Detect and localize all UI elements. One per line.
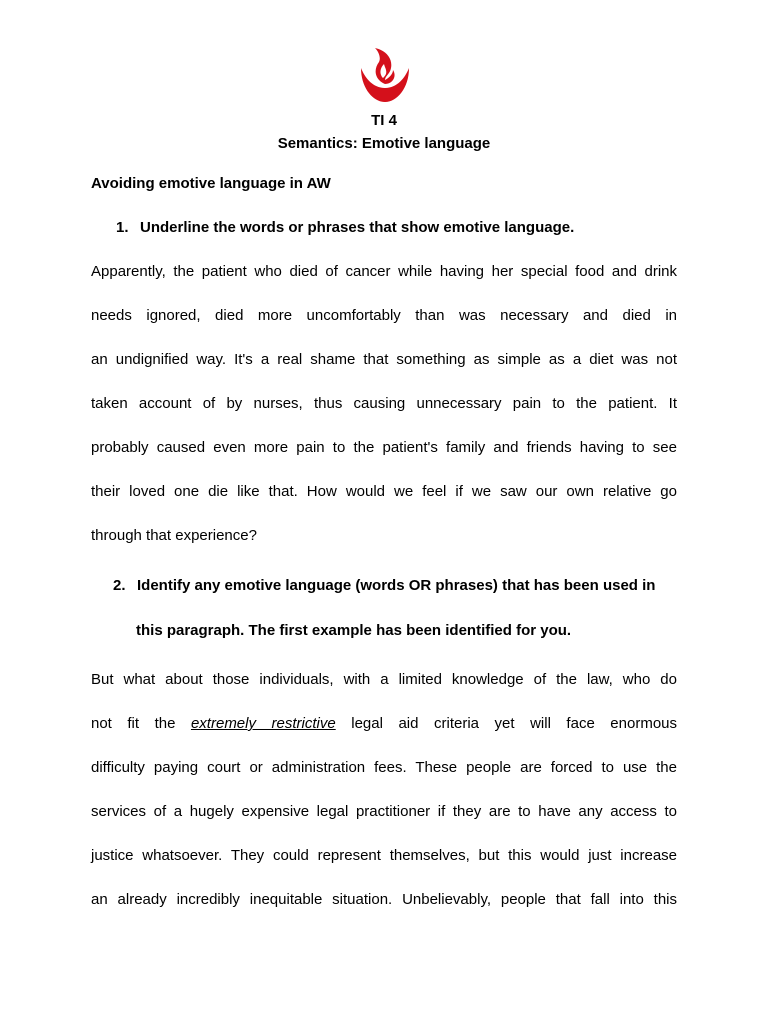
paragraph-2-line: But what about those individuals, with a limited knowledge of the law, who do <box>91 671 677 688</box>
task-1-number: 1. <box>116 219 129 236</box>
paragraph-1-line: their loved one die like that. How would we feel if we saw our own relative go <box>91 483 677 500</box>
paragraph-2-line: justice whatsoever. They could represent themselves, but this would just increase <box>91 847 677 864</box>
task-1-instruction <box>116 219 574 236</box>
paragraph-1-line: Apparently, the patient who died of cancer while having her special food and drink <box>91 263 677 280</box>
line-text-after: legal aid criteria yet will face enormous <box>335 715 678 732</box>
task-2-text-line2: this paragraph. The first example has been identified for you. <box>136 622 572 639</box>
paragraph-1-line: probably caused even more pain to the patient's family and friends having to see <box>91 439 677 456</box>
task-2-number: 2. <box>113 577 126 594</box>
paragraph-1-line: through that experience? <box>91 527 257 544</box>
document-title: Semantics: Emotive language <box>277 135 491 152</box>
paragraph-2-line: difficulty paying court or administration fees. These people are forced to use the <box>91 759 677 776</box>
document-code: TI 4 <box>371 112 397 129</box>
paragraph-2-line: services of a hugely expensive legal practitioner if they are to have any access to <box>91 803 677 820</box>
paragraph-2-line <box>91 715 677 733</box>
section-heading: Avoiding emotive language in AW <box>91 175 331 192</box>
paragraph-1-line: taken account of by nurses, thus causing unnecessary pain to the patient. It <box>91 395 677 412</box>
task-2-instruction <box>113 577 655 594</box>
line-text-before: not fit the <box>91 715 191 732</box>
paragraph-2-line: an already incredibly inequitable situation. Unbelievably, people that fall into this <box>91 891 677 908</box>
task-2-text-line1: Identify any emotive language (words OR phrases) that has been used in <box>137 577 656 594</box>
paragraph-1 <box>91 263 677 571</box>
underlined-example-phrase: extremely restrictive <box>190 715 336 732</box>
university-flame-logo <box>355 44 415 106</box>
paragraph-2 <box>91 671 677 935</box>
paragraph-1-line: an undignified way. It's a real shame that something as simple as a diet was not <box>91 351 677 368</box>
task-1-text: Underline the words or phrases that show emotive language. <box>140 219 575 236</box>
paragraph-1-line: needs ignored, died more uncomfortably than was necessary and died in <box>91 307 677 324</box>
